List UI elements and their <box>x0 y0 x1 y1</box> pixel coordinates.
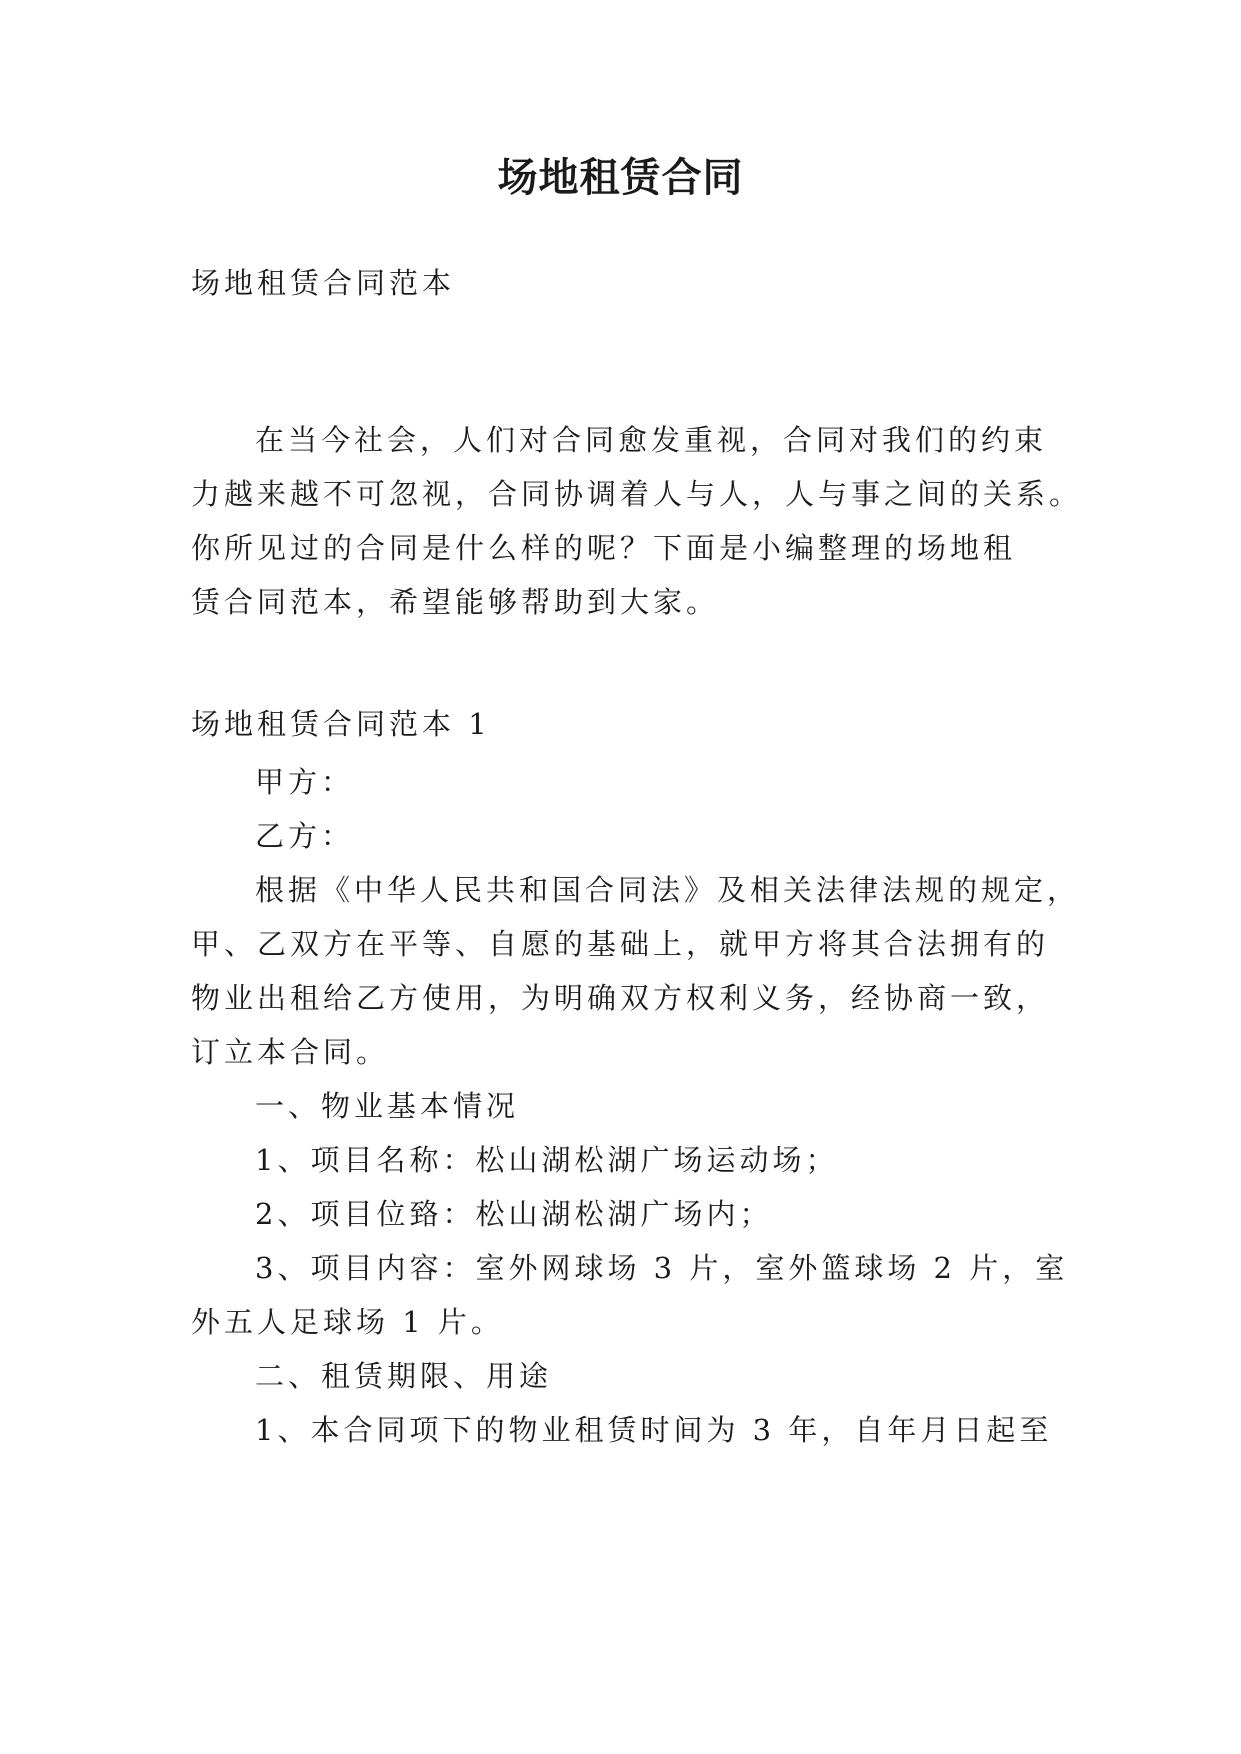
intro-line-4: 赁合同范本，希望能够帮助到大家。 <box>191 585 720 619</box>
intro-line-2: 力越来越不可忽视，合同协调着人与人，人与事之间的关系。 <box>191 477 1083 511</box>
item-project-content-line-1: 3、项目内容：室外网球场 3 片，室外篮球场 2 片，室 <box>255 1251 1069 1285</box>
intro-line-1: 在当今社会，人们对合同愈发重视，合同对我们的约束 <box>255 423 1048 457</box>
intro-line-3: 你所见过的合同是什么样的呢？下面是小编整理的场地租 <box>191 531 1017 565</box>
section-title: 场地租赁合同范本 1 <box>191 707 491 741</box>
item-project-name: 1、项目名称：松山湖松湖广场运动场； <box>255 1143 839 1177</box>
document-subtitle: 场地租赁合同范本 <box>191 266 456 300</box>
item-project-location: 2、项目位臵：松山湖松湖广场内； <box>255 1197 773 1231</box>
document-title: 场地租赁合同 <box>497 154 744 201</box>
preamble-line-4: 订立本合同。 <box>191 1035 390 1069</box>
party-b-label: 乙方： <box>255 819 355 853</box>
preamble-line-3: 物业出租给乙方使用，为明确双方权利义务，经协商一致， <box>191 981 1050 1015</box>
heading-lease-term: 二、租赁期限、用途 <box>255 1359 553 1393</box>
party-a-label: 甲方： <box>255 765 355 799</box>
preamble-line-1: 根据《中华人民共和国合同法》及相关法律法规的规定， <box>255 873 1081 907</box>
item-lease-period: 1、本合同项下的物业租赁时间为 3 年，自年月日起至 <box>255 1413 1053 1447</box>
item-project-content-line-2: 外五人足球场 1 片。 <box>191 1305 504 1339</box>
heading-property-info: 一、物业基本情况 <box>255 1089 520 1123</box>
preamble-line-2: 甲、乙双方在平等、自愿的基础上，就甲方将其合法拥有的 <box>191 927 1050 961</box>
